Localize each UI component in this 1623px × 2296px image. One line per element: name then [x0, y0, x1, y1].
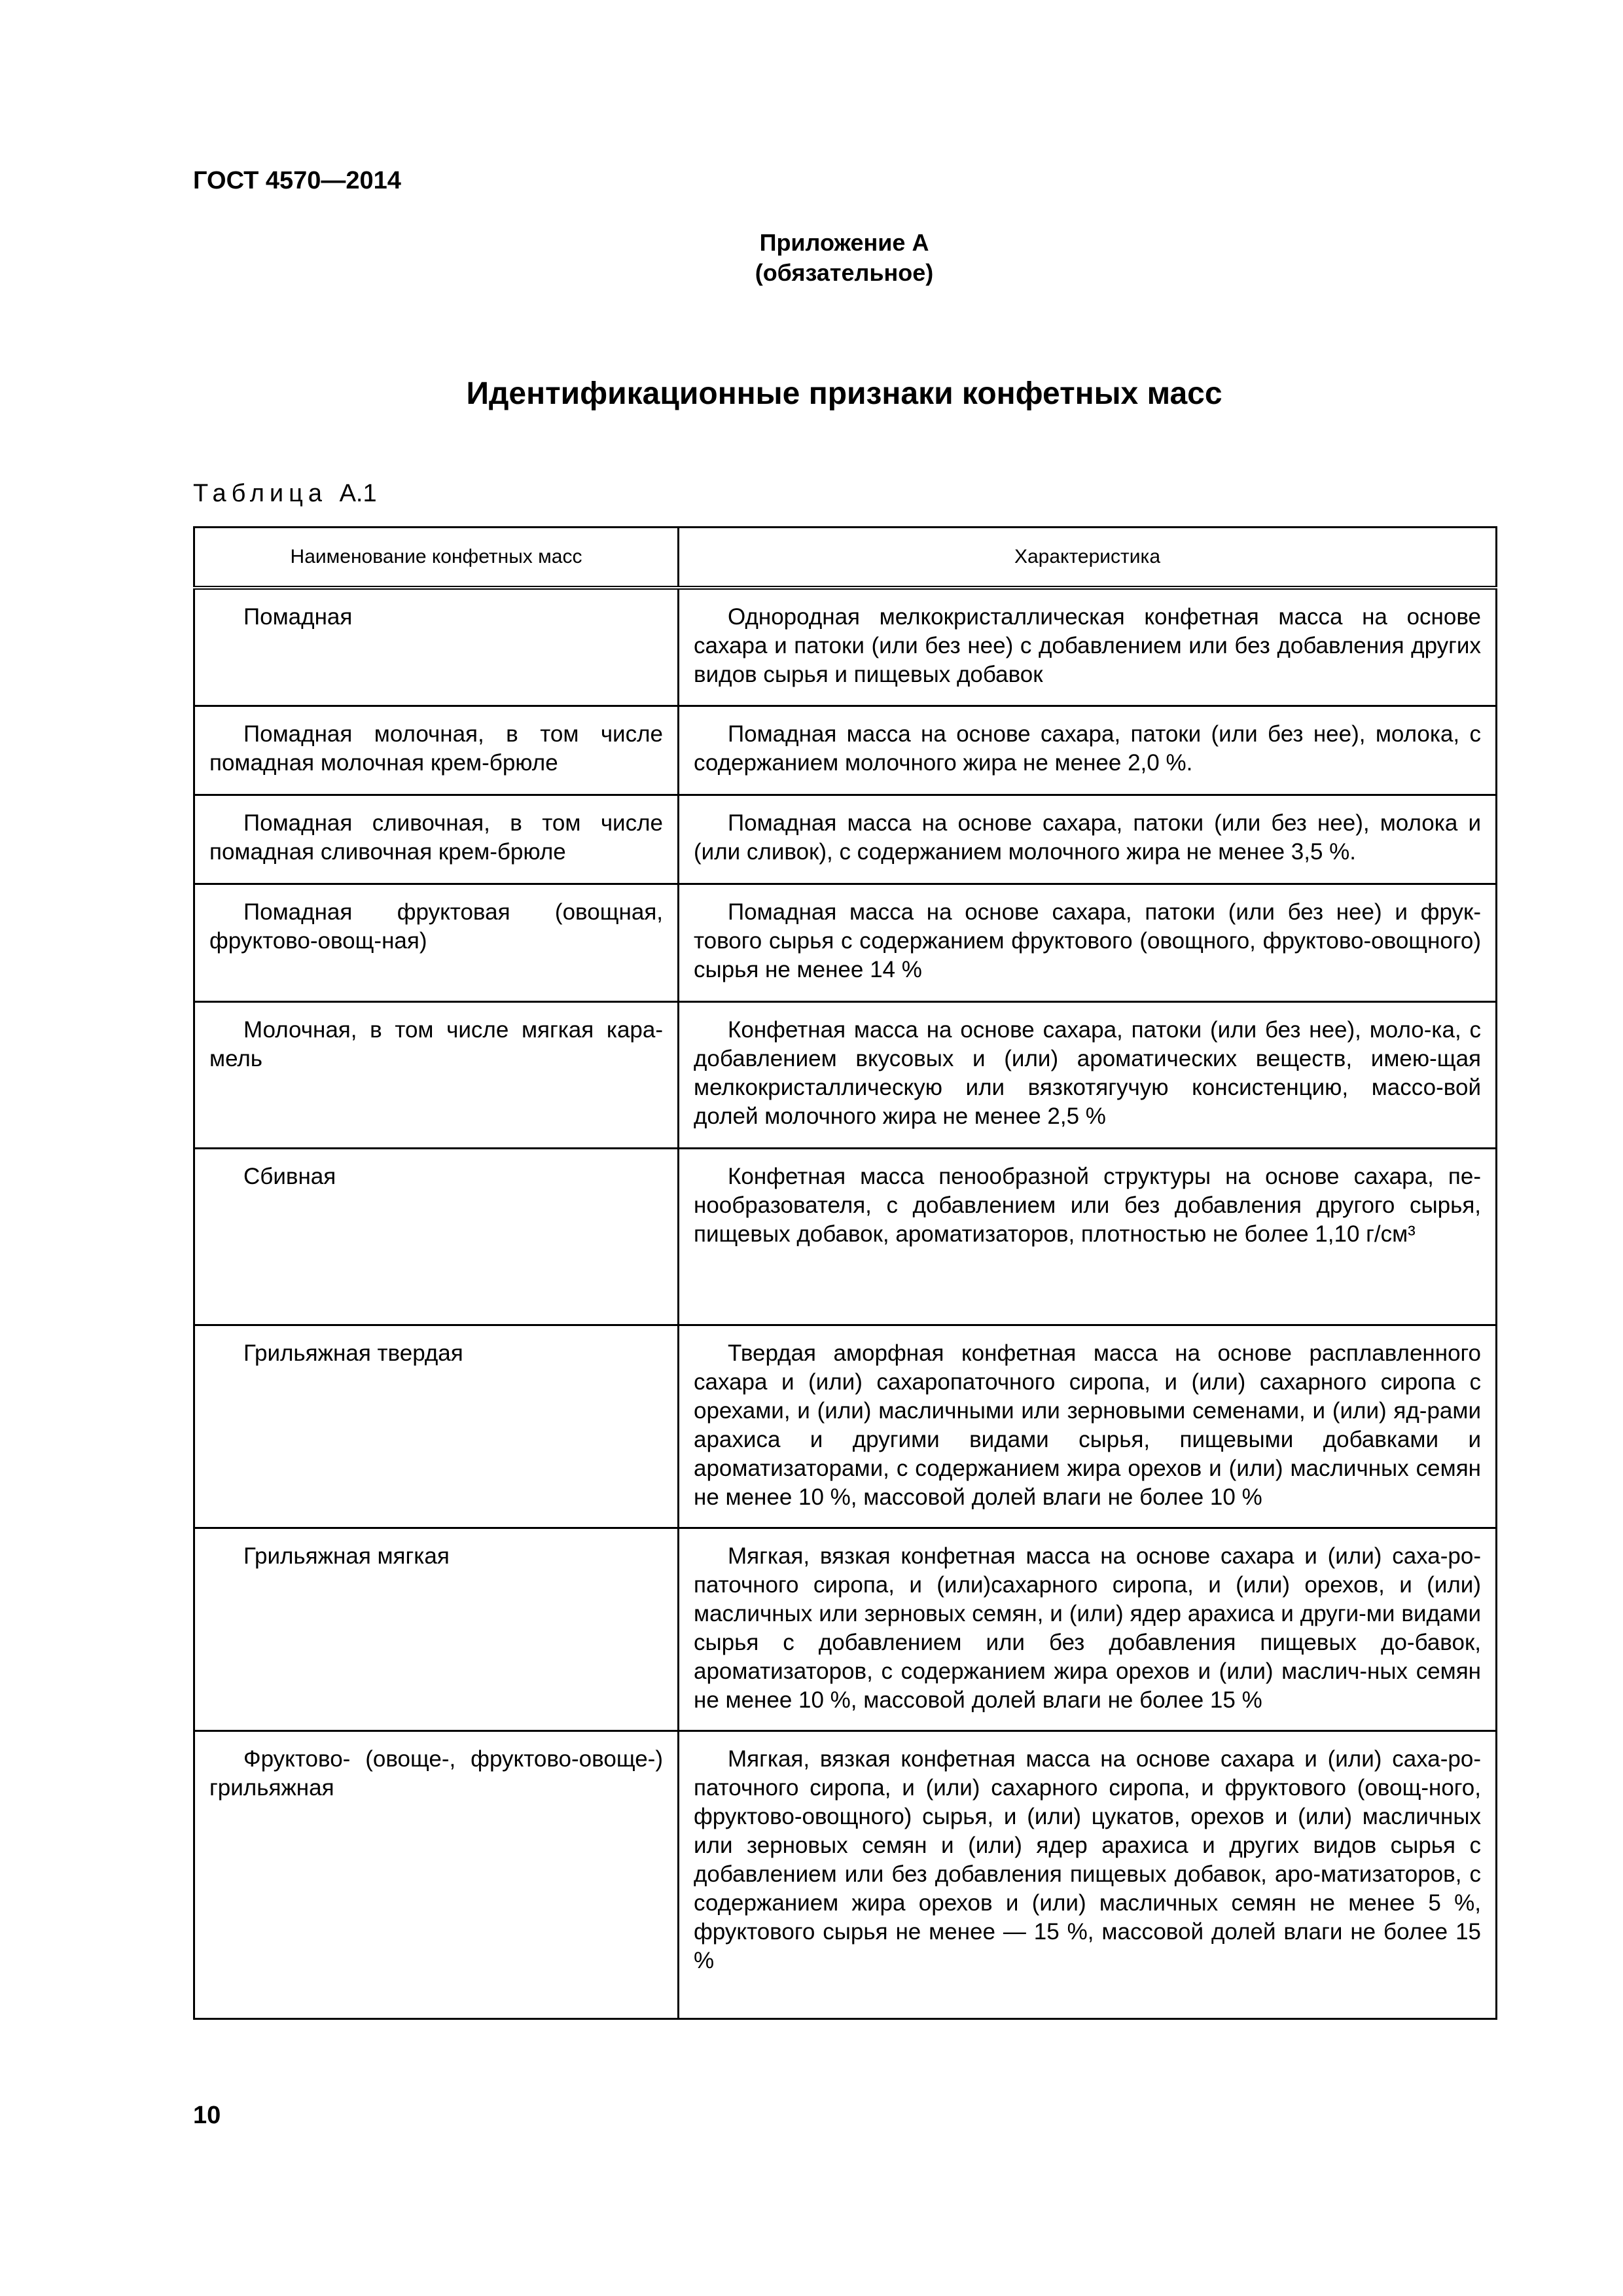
mass-description: Помадная масса на основе сахара, патоки (или без нее), молока и (или сливок), с содержанием молочного жира не менее 3,5 %. — [694, 810, 1481, 865]
table-row — [194, 1731, 1497, 2018]
mass-name-cell — [194, 1731, 679, 2018]
mass-name: Фруктово- (овоще-, фруктово-овоще-) грильяжная — [209, 1746, 663, 1801]
mass-description: Мягкая, вязкая конфетная масса на основе сахара и (или) саха-ро-паточного сиропа, и (или) сахарного сиропа, и фруктового (овощ-ного, фруктово-овощного) сырья, и (или) цукатов, орехов и (или) масличных или зерновых семян и (или) ядер арахиса и других видов сырья с добавлением или без добавления пищевых добавок, аро-матизаторов, с содержанием жира орехов и (или) масличных семян не менее 5 %, фруктового сырья не менее — 15 %, массовой долей влаги не более 15 % — [694, 1746, 1481, 1973]
mass-name-cell — [194, 1325, 679, 1528]
table-label-word: Таблица — [193, 480, 327, 507]
mass-description-cell — [679, 1528, 1497, 1731]
mass-name: Молочная, в том числе мягкая кара-мель — [209, 1016, 663, 1071]
page-number: 10 — [193, 2102, 221, 2129]
mass-name: Помадная — [243, 604, 353, 630]
mass-name-cell — [194, 588, 679, 706]
confectionery-mass-table — [193, 526, 1497, 2020]
table-label — [193, 478, 377, 509]
mass-name-cell — [194, 1528, 679, 1731]
annex-heading — [0, 228, 1623, 288]
mass-description: Мягкая, вязкая конфетная масса на основе сахара и (или) саха-ро-паточного сиропа, и (или)сахарного сиропа, и (или) орехов, и (или) масличных или зерновых семян, и (или) ядер арахиса и други-ми видами сырья с добавлением или без добавления пищевых до-бавок, ароматизаторов, с содержанием жира орехов и (или) маслич-ных семян не менее 10 %, массовой долей влаги не более 15 % — [694, 1543, 1481, 1713]
table-row — [194, 1325, 1497, 1528]
table-row — [194, 588, 1497, 706]
mass-description: Помадная масса на основе сахара, патоки (или без нее) и фрук-тового сырья с содержанием фруктового (овощного, фруктово-овощного) сырья не менее 14 % — [694, 899, 1481, 982]
mass-description-cell — [679, 884, 1497, 1001]
mass-description: Однородная мелкокристаллическая конфетная масса на основе сахара и патоки (или без нее) с добавлением или без добавления других видов сырья и пищевых добавок — [694, 604, 1481, 687]
page-title: Идентификационные признаки конфетных масс — [466, 376, 1222, 411]
mass-description-cell — [679, 1731, 1497, 2018]
mass-name: Грильяжная мягкая — [243, 1543, 450, 1569]
mass-description-cell — [679, 795, 1497, 884]
table-header-row — [194, 528, 1497, 588]
table-row — [194, 1528, 1497, 1731]
column-header-characteristic: Характеристика — [679, 528, 1497, 588]
document-code: ГОСТ 4570—2014 — [193, 167, 401, 194]
mass-description: Помадная масса на основе сахара, патоки (или без нее), молока, с содержанием молочного жира не менее 2,0 %. — [694, 721, 1481, 776]
mass-name: Сбивная — [243, 1163, 336, 1189]
table-row — [194, 1148, 1497, 1325]
mass-name-cell — [194, 795, 679, 884]
mass-name-cell — [194, 706, 679, 795]
table-row — [194, 706, 1497, 795]
mass-name-cell — [194, 1148, 679, 1325]
mass-name: Грильяжная твердая — [243, 1340, 463, 1366]
annex-title: Приложение А — [759, 229, 929, 256]
mass-name-cell — [194, 1001, 679, 1148]
mass-description: Твердая аморфная конфетная масса на основе расплавленного сахара и (или) сахаропаточного сиропа, и (или) сахарного сиропа с орехами, и (или) масличными или зерновыми семенами, и (или) яд-рами арахиса и другими видами сырья, пищевыми добавками и ароматизаторами, с содержанием жира орехов и (или) масличных семян не менее 10 %, массовой долей влаги не более 10 % — [694, 1340, 1481, 1510]
annex-status: (обязательное) — [755, 259, 934, 286]
table-row — [194, 795, 1497, 884]
mass-description-cell — [679, 706, 1497, 795]
table-row — [194, 1001, 1497, 1148]
mass-description-cell — [679, 1001, 1497, 1148]
mass-name-cell — [194, 884, 679, 1001]
table-label-number: А.1 — [339, 480, 377, 507]
mass-description-cell — [679, 588, 1497, 706]
mass-description: Конфетная масса на основе сахара, патоки (или без нее), моло-ка, с добавлением вкусовых и (или) ароматических веществ, имею-щая мелкокристаллическую или вязкотягучую консистенцию, массо-вой долей молочного жира не менее 2,5 % — [694, 1016, 1481, 1129]
mass-description-cell — [679, 1325, 1497, 1528]
mass-description-cell — [679, 1148, 1497, 1325]
mass-name: Помадная фруктовая (овощная, фруктово-овощ-ная) — [209, 899, 663, 954]
mass-description: Конфетная масса пенообразной структуры на основе сахара, пе-нообразователя, с добавлением или без добавления другого сырья, пищевых добавок, ароматизаторов, плотностью не более 1,10 г/см³ — [694, 1163, 1481, 1247]
mass-name: Помадная молочная, в том числе помадная молочная крем-брюле — [209, 721, 663, 776]
mass-name: Помадная сливочная, в том числе помадная сливочная крем-брюле — [209, 810, 663, 865]
column-header-name: Наименование конфетных масс — [194, 528, 679, 588]
table-row — [194, 884, 1497, 1001]
